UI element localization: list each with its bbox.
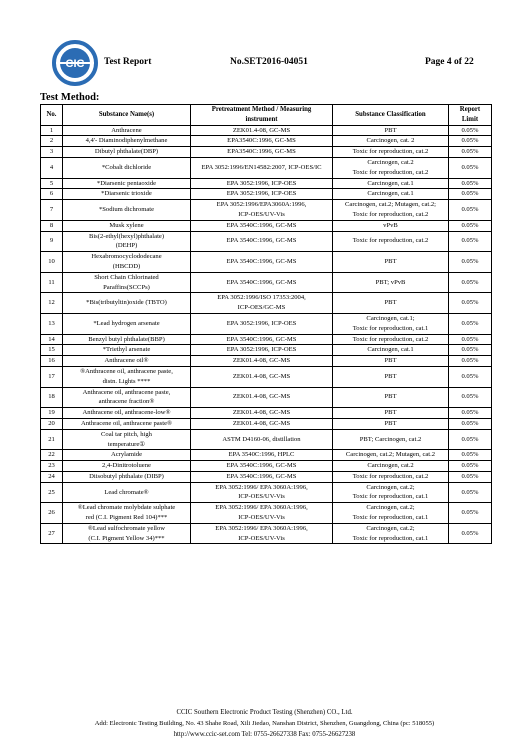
cell-classification-line: Carcinogen, cat.1 <box>367 346 414 354</box>
cell-classification-line: PBT <box>384 258 397 266</box>
cell-limit: 0.05% <box>449 461 492 472</box>
table-row <box>41 503 492 524</box>
cell-no: 7 <box>41 200 63 221</box>
cell-substance <box>63 189 191 200</box>
cell-no: 26 <box>41 503 63 524</box>
cell-substance <box>63 293 191 314</box>
cell-substance-line: Anthracene oil, anthracene paste® <box>80 419 173 427</box>
cell-method-line: EPA3540C:1996, GC-MS <box>227 148 296 156</box>
cell-no: 8 <box>41 220 63 231</box>
cell-method <box>191 408 333 419</box>
cell-limit: 0.05% <box>449 313 492 334</box>
cell-classification <box>333 220 449 231</box>
cell-classification-line: Carcinogen, cat.1; <box>366 314 415 322</box>
cell-substance-line: Lead chromate® <box>104 488 149 496</box>
cell-no: 17 <box>41 366 63 387</box>
cell-method <box>191 471 333 482</box>
table-row <box>41 418 492 429</box>
table-row <box>41 252 492 273</box>
cell-limit: 0.05% <box>449 125 492 136</box>
cell-method-line: EPA 3052:1996, ICP-OES <box>226 346 297 354</box>
cell-classification-line: vPvB <box>383 221 398 229</box>
cell-no: 5 <box>41 178 63 189</box>
col-header-classification: Substance Classification <box>333 105 449 126</box>
cell-substance-line: Hexabromocyclododecane <box>91 253 162 261</box>
cell-classification <box>333 408 449 419</box>
cell-substance-line: *Triethyl arsenate <box>102 346 151 354</box>
cell-limit: 0.05% <box>449 418 492 429</box>
cell-substance-line: Dibutyl phthalate(DBP) <box>94 148 159 156</box>
col-header-method <box>191 105 333 126</box>
cell-method-line: ZEK01.4-08, GC-MS <box>232 419 291 427</box>
cell-classification <box>333 293 449 314</box>
table-row <box>41 523 492 544</box>
cell-limit: 0.05% <box>449 366 492 387</box>
cell-classification-line: PBT; vPvB <box>375 278 406 286</box>
cell-method-line: ZEK01.4-08, GC-MS <box>232 357 291 365</box>
table-header-row <box>41 105 492 126</box>
cell-classification-line: Toxic for reproduction, cat.2 <box>352 168 429 176</box>
table-row <box>41 356 492 367</box>
cell-substance-line: ®Anthracene oil, anthracene paste, <box>80 367 173 375</box>
cell-method-line: EPA 3540C:1996, GC-MS <box>226 462 297 470</box>
table-body <box>41 125 492 544</box>
cell-substance-line: *Bis(tributyltin)oxide (TBTO) <box>86 299 167 307</box>
cell-substance <box>63 147 191 158</box>
cell-limit: 0.05% <box>449 252 492 273</box>
cell-substance-line: *Cobalt dichloride <box>101 163 152 171</box>
cell-classification <box>333 450 449 461</box>
cell-limit: 0.05% <box>449 471 492 482</box>
cell-method <box>191 178 333 189</box>
cell-classification-line: Carcinogen, cat.2; <box>366 483 415 491</box>
cell-substance <box>63 387 191 408</box>
cell-substance-line: temperature① <box>107 440 146 448</box>
cell-method-line: EPA 3540C:1996, GC-MS <box>226 335 297 343</box>
cell-substance-line: red (C.I. Pigment Red 104)*** <box>85 514 168 522</box>
cell-limit: 0.05% <box>449 450 492 461</box>
cell-substance-line: distn. Lights **** <box>102 377 151 385</box>
cell-substance-line: *Diarsenic trioxide <box>101 190 152 198</box>
cell-method-line: ZEK01.4-08, GC-MS <box>232 126 291 134</box>
cell-method <box>191 418 333 429</box>
cell-classification <box>333 313 449 334</box>
cell-classification <box>333 461 449 472</box>
cell-no: 4 <box>41 157 63 178</box>
ccic-logo-icon <box>52 40 98 86</box>
cell-limit: 0.05% <box>449 157 492 178</box>
cell-no: 19 <box>41 408 63 419</box>
table-row <box>41 345 492 356</box>
table-row <box>41 313 492 334</box>
cell-substance-line: Bis(2-ethyl(hexyl)phthalate) <box>88 232 165 240</box>
cell-substance-line: Benzyl butyl phthalate(BBP) <box>88 335 165 343</box>
cell-substance <box>63 408 191 419</box>
cell-no: 22 <box>41 450 63 461</box>
cell-substance <box>63 366 191 387</box>
cell-substance <box>63 418 191 429</box>
cell-method <box>191 334 333 345</box>
cell-method-line: EPA 3052:1996/EN14582:2007, ICP-OES/IC <box>201 163 322 171</box>
cell-method-line: ICP-OES/UV-Vis <box>238 534 285 542</box>
cell-limit: 0.05% <box>449 136 492 147</box>
cell-limit: 0.05% <box>449 293 492 314</box>
cell-classification-line: Toxic for reproduction, cat.2 <box>352 335 429 343</box>
table-row <box>41 220 492 231</box>
cell-classification-line: Toxic for reproduction, cat.2 <box>352 237 429 245</box>
cell-limit: 0.05% <box>449 334 492 345</box>
cell-no: 3 <box>41 147 63 158</box>
cell-method-line: EPA 3052:1996, ICP-OES <box>226 319 297 327</box>
cell-method-line: ZEK01.4-08, GC-MS <box>232 409 291 417</box>
cell-substance-line: Diisobutyl phthalate (DIBP) <box>89 472 164 480</box>
col-header-limit <box>449 105 492 126</box>
cell-classification-line: PBT <box>384 372 397 380</box>
svg-text:CIC: CIC <box>65 58 85 70</box>
cell-substance-line: (HBCDD) <box>112 262 141 270</box>
cell-classification-line: Toxic for reproduction, cat.1 <box>352 324 429 332</box>
table-row <box>41 387 492 408</box>
cell-no: 21 <box>41 429 63 450</box>
cell-method <box>191 461 333 472</box>
cell-method-line: EPA3540C:1996, GC-MS <box>227 137 296 145</box>
cell-method <box>191 220 333 231</box>
cell-no: 20 <box>41 418 63 429</box>
table-row <box>41 157 492 178</box>
cell-substance <box>63 220 191 231</box>
cell-method <box>191 136 333 147</box>
cell-method-line: ICP-OES/UV-Vis <box>238 210 285 218</box>
table-row <box>41 408 492 419</box>
table-row <box>41 272 492 293</box>
cell-method <box>191 450 333 461</box>
cell-limit: 0.05% <box>449 231 492 252</box>
cell-classification-line: Toxic for reproduction, cat.2 <box>352 148 429 156</box>
cell-method-line: EPA 3540C:1996, GC-MS <box>226 278 297 286</box>
cell-no: 23 <box>41 461 63 472</box>
cell-classification <box>333 252 449 273</box>
cell-substance-line: Short Chain Chlorinated <box>94 273 159 281</box>
cell-classification-line: PBT <box>384 393 397 401</box>
cell-method <box>191 387 333 408</box>
cell-classification <box>333 178 449 189</box>
cell-limit: 0.05% <box>449 178 492 189</box>
cell-classification-line: Carcinogen, cat.2 <box>367 462 414 470</box>
page-indicator: Page 4 of 22 <box>425 57 474 67</box>
cell-classification-line: PBT <box>384 409 397 417</box>
cell-no: 6 <box>41 189 63 200</box>
cell-method-line: ICP-OES/UV-Vis <box>238 514 285 522</box>
cell-classification-line: PBT <box>384 299 397 307</box>
cell-classification-line: Toxic for reproduction, cat.2 <box>352 472 429 480</box>
cell-no: 15 <box>41 345 63 356</box>
cell-method-line: EPA 3540C:1996, GC-MS <box>226 472 297 480</box>
cell-classification <box>333 147 449 158</box>
col-header-substance: Substance Name(s) <box>63 105 191 126</box>
cell-classification-line: Carcinogen, cat.2; <box>366 504 415 512</box>
cell-classification <box>333 366 449 387</box>
cell-substance <box>63 356 191 367</box>
cell-no: 9 <box>41 231 63 252</box>
table-row <box>41 231 492 252</box>
section-title: Test Method: <box>40 92 100 103</box>
cell-method <box>191 356 333 367</box>
cell-method-line: EPA 3540C:1996, GC-MS <box>226 258 297 266</box>
cell-substance <box>63 200 191 221</box>
cell-substance-line: Anthracene oil, anthracene paste, <box>82 388 171 396</box>
test-method-table <box>40 104 492 544</box>
cell-substance-line: Anthracene <box>111 126 142 134</box>
cell-classification <box>333 482 449 503</box>
cell-method-line: ZEK01.4-08, GC-MS <box>232 372 291 380</box>
cell-method <box>191 157 333 178</box>
cell-classification-line: PBT; Carcinogen, cat.2 <box>359 435 422 443</box>
cell-method <box>191 366 333 387</box>
cell-classification-line: Carcinogen, cat. 2 <box>366 137 415 145</box>
cell-classification-line: PBT <box>384 357 397 365</box>
cell-classification <box>333 345 449 356</box>
cell-substance <box>63 523 191 544</box>
cell-substance-line: Anthracene oil® <box>104 357 149 365</box>
cell-classification <box>333 334 449 345</box>
cell-method <box>191 252 333 273</box>
cell-classification <box>333 356 449 367</box>
cell-limit: 0.05% <box>449 408 492 419</box>
cell-classification-line: Carcinogen, cat.1 <box>367 190 414 198</box>
cell-method-line: ZEK01.4-08, GC-MS <box>232 393 291 401</box>
cell-classification <box>333 200 449 221</box>
cell-classification-line: Toxic for reproduction, cat.1 <box>352 534 429 542</box>
col-header-method-line1: Pretreatment Method / Measuring <box>211 106 312 113</box>
cell-classification <box>333 523 449 544</box>
cell-substance-line: *Diarsenic pentaoxide <box>96 179 157 187</box>
table-row <box>41 366 492 387</box>
cell-substance <box>63 313 191 334</box>
cell-no: 11 <box>41 272 63 293</box>
cell-substance-line: ®Lead chromate molybdate sulphate <box>77 504 176 512</box>
footer-address: Add: Electronic Testing Building, No. 43 Shahe Road, Xili Jiedao, Nanshan District, Shenzhen, Guangdong, China (pc: 518055) <box>94 720 435 727</box>
cell-method <box>191 523 333 544</box>
table-row <box>41 461 492 472</box>
cell-classification-line: Toxic for reproduction, cat.2 <box>352 210 429 218</box>
cell-substance <box>63 345 191 356</box>
cell-method <box>191 272 333 293</box>
cell-limit: 0.05% <box>449 429 492 450</box>
cell-classification <box>333 189 449 200</box>
cell-limit: 0.05% <box>449 523 492 544</box>
cell-substance <box>63 334 191 345</box>
cell-substance-line: ®Lead sulfochromate yellow <box>87 524 166 532</box>
cell-substance <box>63 272 191 293</box>
cell-substance-line: *Sodium dichromate <box>98 206 155 214</box>
cell-limit: 0.05% <box>449 272 492 293</box>
cell-method-line: EPA 3052:1996/ EPA 3060A:1996, <box>215 483 308 491</box>
cell-limit: 0.05% <box>449 503 492 524</box>
cell-limit: 0.05% <box>449 345 492 356</box>
cell-method-line: EPA 3052:1996/ EPA 3060A:1996, <box>215 504 308 512</box>
col-header-limit-line2: Limit <box>461 115 479 123</box>
cell-classification-line: PBT <box>384 419 397 427</box>
cell-no: 13 <box>41 313 63 334</box>
cell-method-line: EPA 3052:1996/ EPA 3060A:1996, <box>215 524 308 532</box>
cell-method-line: EPA 3540C:1996, GC-MS <box>226 237 297 245</box>
cell-substance <box>63 231 191 252</box>
cell-no: 10 <box>41 252 63 273</box>
table-row <box>41 178 492 189</box>
cell-classification <box>333 471 449 482</box>
cell-substance <box>63 125 191 136</box>
cell-classification-line: Carcinogen, cat.2; <box>366 524 415 532</box>
cell-method <box>191 200 333 221</box>
cell-classification <box>333 387 449 408</box>
cell-classification-line: PBT <box>384 126 397 134</box>
table-row <box>41 482 492 503</box>
cell-method <box>191 125 333 136</box>
cell-substance <box>63 482 191 503</box>
cell-no: 1 <box>41 125 63 136</box>
cell-no: 25 <box>41 482 63 503</box>
table-row <box>41 429 492 450</box>
cell-method-line: ICP-OES/GC-MS <box>237 304 286 312</box>
cell-substance-line: anthracene fraction® <box>98 398 155 406</box>
cell-substance <box>63 450 191 461</box>
cell-substance-line: 4,4'- Diaminodiphenylmethane <box>85 137 168 145</box>
cell-no: 27 <box>41 523 63 544</box>
cell-substance <box>63 178 191 189</box>
table-row <box>41 200 492 221</box>
cell-limit: 0.05% <box>449 147 492 158</box>
table-row <box>41 293 492 314</box>
cell-substance-line: (DEHP) <box>115 242 138 250</box>
cell-substance <box>63 461 191 472</box>
cell-limit: 0.05% <box>449 220 492 231</box>
cell-substance-line: Musk xylene <box>109 221 144 229</box>
report-number: No.SET2016-04051 <box>230 57 308 67</box>
cell-method <box>191 503 333 524</box>
cell-method <box>191 231 333 252</box>
cell-limit: 0.05% <box>449 387 492 408</box>
cell-method-line: EPA 3052:1996/ISO 17353:2004, <box>217 294 306 302</box>
cell-method <box>191 189 333 200</box>
table-row <box>41 334 492 345</box>
cell-classification-line: Carcinogen, cat.1 <box>367 179 414 187</box>
cell-method <box>191 345 333 356</box>
cell-classification <box>333 503 449 524</box>
table-row <box>41 471 492 482</box>
report-title: Test Report <box>104 57 152 67</box>
cell-method <box>191 147 333 158</box>
cell-classification-line: Carcinogen, cat.2 <box>367 158 414 166</box>
cell-substance <box>63 252 191 273</box>
cell-classification <box>333 272 449 293</box>
cell-limit: 0.05% <box>449 200 492 221</box>
cell-method <box>191 293 333 314</box>
cell-substance <box>63 429 191 450</box>
cell-no: 16 <box>41 356 63 367</box>
cell-classification <box>333 125 449 136</box>
cell-limit: 0.05% <box>449 189 492 200</box>
cell-substance <box>63 136 191 147</box>
cell-method-line: ICP-OES/UV-Vis <box>238 493 285 501</box>
table-row <box>41 189 492 200</box>
cell-method-line: EPA 3540C:1996, GC-MS <box>226 221 297 229</box>
footer-company: CCIC Southern Electronic Product Testing (Shenzhen) CO., Ltd. <box>176 709 353 716</box>
cell-substance-line: Paraffins(SCCPs) <box>103 283 150 291</box>
cell-limit: 0.05% <box>449 482 492 503</box>
cell-classification <box>333 157 449 178</box>
table-row <box>41 136 492 147</box>
cell-substance-line: *Lead hydrogen arsenate <box>93 319 160 327</box>
footer-contact: http://www.ccic-set.com Tel: 0755-26627338 Fax: 0755-26627238 <box>173 731 356 738</box>
cell-method-line: ASTM D4160-06, distillation <box>222 435 301 443</box>
cell-substance-line: Acrylamide <box>110 451 143 459</box>
cell-method-line: EPA 3052:1996, ICP-OES <box>226 190 297 198</box>
cell-classification <box>333 429 449 450</box>
cell-classification <box>333 136 449 147</box>
col-header-no: No. <box>41 105 63 126</box>
cell-method <box>191 313 333 334</box>
cell-classification-line: Carcinogen, cat.2; Mutagen, cat.2 <box>345 451 436 459</box>
cell-classification-line: Toxic for reproduction, cat.1 <box>352 493 429 501</box>
col-header-method-line2: instrument <box>245 115 278 123</box>
table-row <box>41 450 492 461</box>
report-header <box>0 0 529 90</box>
cell-substance-line: Coal tar pitch, high <box>101 430 152 438</box>
cell-substance-line: Anthracene oil, anthracene-low® <box>82 409 171 417</box>
cell-method <box>191 482 333 503</box>
cell-no: 2 <box>41 136 63 147</box>
cell-no: 12 <box>41 293 63 314</box>
table-row <box>41 147 492 158</box>
cell-method-line: EPA 3052:1996, ICP-OES <box>226 179 297 187</box>
cell-no: 18 <box>41 387 63 408</box>
cell-classification-line: Toxic for reproduction, cat.1 <box>352 514 429 522</box>
cell-substance <box>63 157 191 178</box>
cell-no: 14 <box>41 334 63 345</box>
cell-classification <box>333 231 449 252</box>
cell-method <box>191 429 333 450</box>
cell-classification-line: Carcinogen, cat.2; Mutagen, cat.2; <box>345 201 436 209</box>
cell-classification <box>333 418 449 429</box>
cell-substance <box>63 503 191 524</box>
cell-method-line: EPA 3052:1996/EPA3060A:1996, <box>216 201 307 209</box>
cell-no: 24 <box>41 471 63 482</box>
cell-substance <box>63 471 191 482</box>
cell-limit: 0.05% <box>449 356 492 367</box>
cell-method-line: EPA 3540C:1996, HPLC <box>228 451 295 459</box>
col-header-limit-line1: Report <box>459 106 481 113</box>
cell-substance-line: (C.I. Pigment Yellow 34)*** <box>88 534 165 542</box>
table-row <box>41 125 492 136</box>
cell-substance-line: 2,4-Dinitrotoluene <box>102 462 151 470</box>
